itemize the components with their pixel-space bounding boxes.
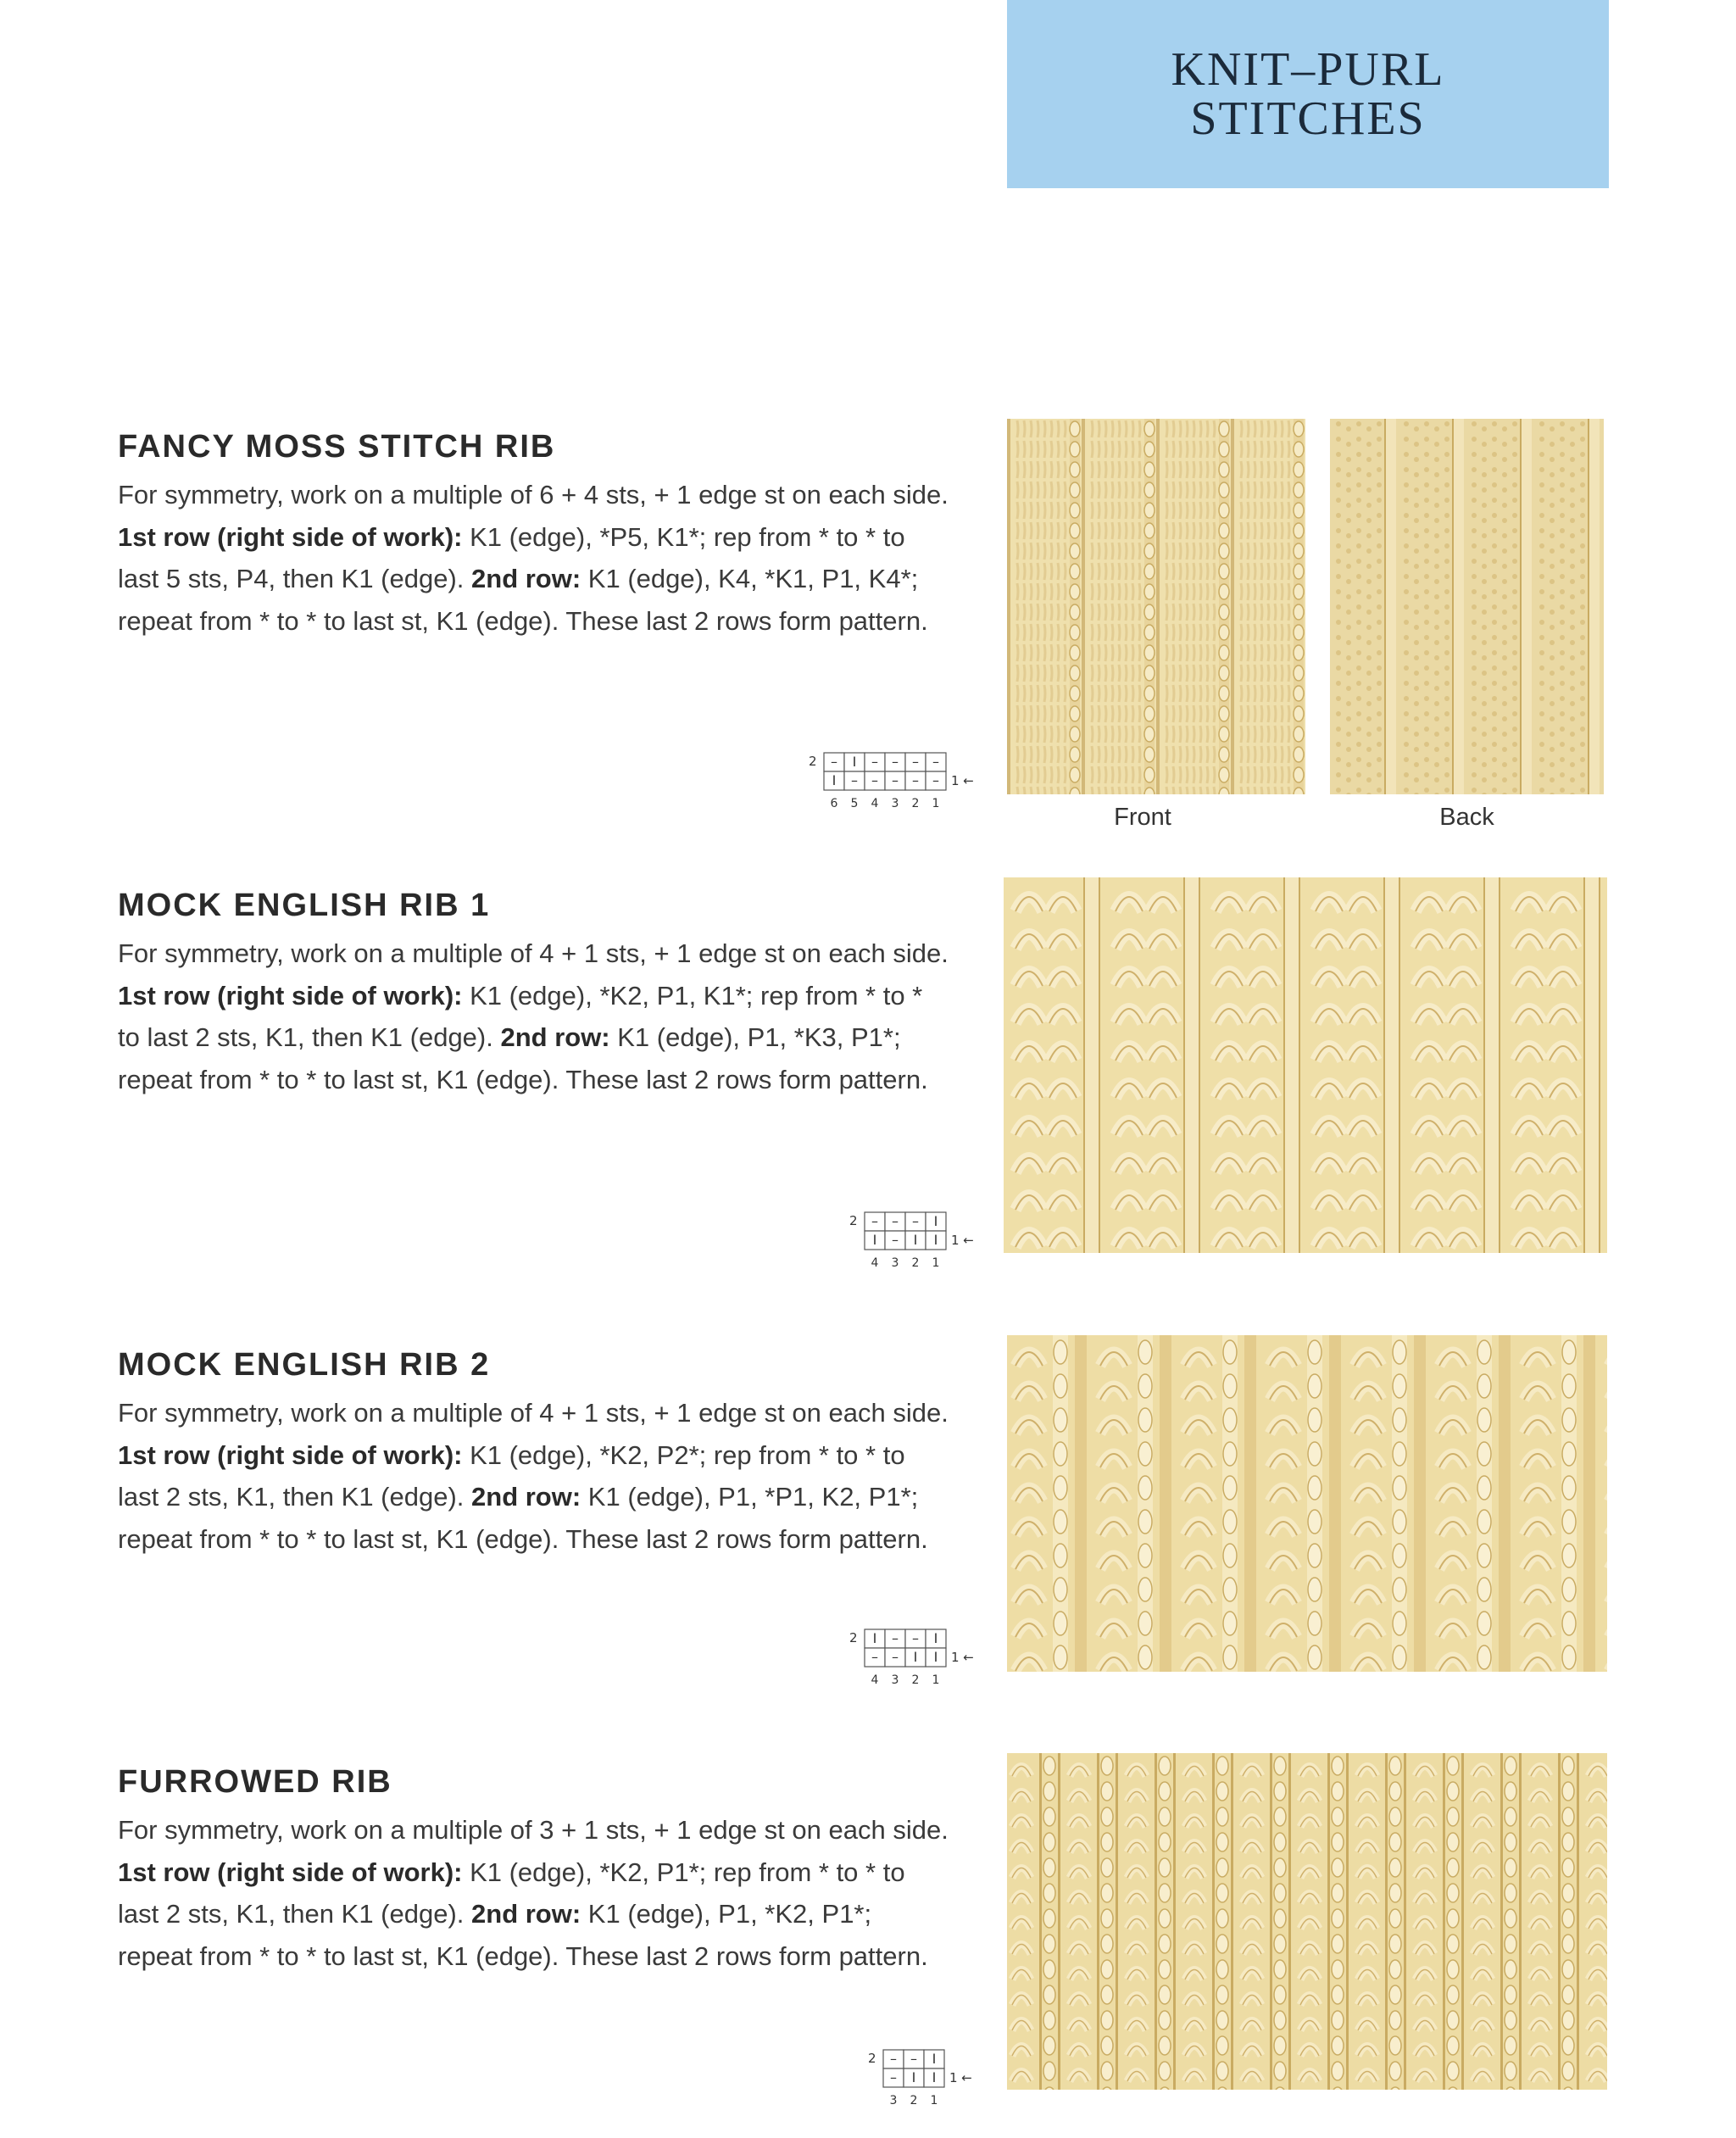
- chart-col-label: 3: [891, 797, 899, 810]
- chart-symbol: –: [871, 1213, 878, 1229]
- stitch-instructions: For symmetry, work on a multiple of 6 + 4 sts, + 1 edge st on each side. 1st row (right side of work): K1 (edge), *P5, K1*; rep from * to * to last 5 sts, P4, then K1 (edge). 2nd row: K1 (edge), K4, *K1, P1, K4*; repeat from * to * to last st, K1 (edge). These last 2 rows form pattern.: [118, 480, 949, 636]
- chart-row-label: 1 ←: [951, 1650, 974, 1665]
- chart-symbol: I: [913, 1649, 918, 1665]
- chart-symbol: –: [871, 1649, 878, 1665]
- chart-col-label: 4: [871, 1673, 879, 1687]
- chart-col-label: 2: [911, 1256, 920, 1270]
- stitch-entry-mock-english-2: [118, 1347, 949, 1560]
- knit-texture-back: [1330, 419, 1604, 794]
- chart-col-label: 4: [871, 1256, 879, 1270]
- chart-symbol: –: [912, 1630, 919, 1646]
- chart-symbol: I: [913, 1232, 918, 1248]
- chart-symbol: –: [912, 772, 919, 788]
- chart-symbol: I: [932, 2069, 937, 2085]
- chart-row-label: 2: [849, 1213, 858, 1228]
- chart-symbol: I: [911, 2069, 916, 2085]
- chart-col-label: 3: [891, 1256, 899, 1270]
- chart-symbol: –: [892, 1213, 899, 1229]
- chart-symbol: –: [892, 1232, 899, 1248]
- chart-symbol: –: [890, 2051, 897, 2067]
- chart-symbol: I: [852, 754, 857, 770]
- stitch-instructions: For symmetry, work on a multiple of 3 + 1 sts, + 1 edge st on each side. 1st row (right side of work): K1 (edge), *K2, P1*; rep from * to * to last 2 sts, K1, then K1 (edge). 2nd row: K1 (edge), P1, *K2, P1*; repeat from * to * to last st, K1 (edge). These last 2 rows form pattern.: [118, 1815, 949, 1971]
- chart-col-label: 2: [910, 2094, 918, 2107]
- swatch-photo-furrowed-rib: [1007, 1753, 1607, 2090]
- chart-symbol: –: [892, 772, 899, 788]
- chart-symbol: –: [851, 772, 858, 788]
- chart-col-label: 6: [830, 797, 838, 810]
- swatch-photo-mock-english-1: [1004, 877, 1607, 1253]
- chart-symbol: –: [871, 772, 878, 788]
- chart-symbol: –: [831, 754, 837, 770]
- chart-symbol: I: [832, 772, 837, 788]
- stitch-entry-fancy-moss: [118, 429, 949, 642]
- chart-symbol: –: [912, 754, 919, 770]
- stitch-chart-fancy-moss: [805, 751, 992, 819]
- chart-col-label: 1: [932, 1673, 940, 1687]
- chart-col-label: 1: [932, 1256, 940, 1270]
- chart-symbol: I: [933, 1630, 938, 1646]
- chart-col-label: 1: [930, 2094, 938, 2107]
- chart-symbol: –: [892, 1630, 899, 1646]
- stitch-title: MOCK ENGLISH RIB 2: [118, 1347, 491, 1383]
- chart-col-label: 3: [889, 2094, 898, 2107]
- stitch-instructions: For symmetry, work on a multiple of 4 + 1 sts, + 1 edge st on each side. 1st row (right side of work): K1 (edge), *K2, P2*; rep from * to * to last 2 sts, K1, then K1 (edge). 2nd row: K1 (edge), P1, *P1, K2, P1*; repeat from * to * to last st, K1 (edge). These last 2 rows form pattern.: [118, 1398, 949, 1554]
- stitch-chart-mock-english-2: [846, 1628, 999, 1695]
- chart-symbol: I: [872, 1630, 877, 1646]
- stitch-chart-mock-english-1: [846, 1211, 999, 1278]
- chart-symbol: –: [932, 772, 939, 788]
- chart-symbol: –: [910, 2051, 917, 2067]
- chart-symbol: –: [892, 754, 899, 770]
- stitch-instructions: For symmetry, work on a multiple of 4 + 1 sts, + 1 edge st on each side. 1st row (right side of work): K1 (edge), *K2, P1, K1*; rep from * to * to last 2 sts, K1, then K1 (edge). 2nd row: K1 (edge), P1, *K3, P1*; repeat from * to * to last st, K1 (edge). These last 2 rows form pattern.: [118, 938, 949, 1094]
- knit-texture-front: [1007, 419, 1305, 794]
- banner-line-1: KNIT–PURL: [1171, 43, 1445, 96]
- chart-symbol: I: [933, 1232, 938, 1248]
- chart-col-label: 2: [911, 1673, 920, 1687]
- chart-col-label: 2: [911, 797, 920, 810]
- chart-row-label: 1 ←: [949, 2070, 972, 2085]
- section-banner: [1007, 0, 1609, 188]
- chart-col-label: 3: [891, 1673, 899, 1687]
- chart-row-label: 2: [849, 1630, 858, 1645]
- chart-symbol: I: [933, 1213, 938, 1229]
- stitch-chart-furrowed-rib: [865, 2048, 1000, 2116]
- chart-symbol: –: [890, 2069, 897, 2085]
- stitch-entry-furrowed-rib: [118, 1764, 949, 1977]
- chart-symbol: –: [912, 1213, 919, 1229]
- caption-front: Front: [1114, 804, 1171, 831]
- chart-row-label: 2: [809, 754, 817, 769]
- knit-texture: [1007, 1753, 1607, 2090]
- chart-symbol: –: [892, 1649, 899, 1665]
- swatch-photo-mock-english-2: [1007, 1335, 1607, 1672]
- chart-symbol: I: [932, 2051, 937, 2067]
- stitch-title: MOCK ENGLISH RIB 1: [118, 888, 491, 923]
- chart-col-label: 4: [871, 797, 879, 810]
- banner-line-2: STITCHES: [1190, 92, 1426, 145]
- chart-col-label: 5: [850, 797, 859, 810]
- swatch-photo-back: [1330, 419, 1604, 794]
- chart-col-label: 1: [932, 797, 940, 810]
- chart-symbol: I: [933, 1649, 938, 1665]
- chart-symbol: –: [871, 754, 878, 770]
- chart-row-label: 1 ←: [951, 773, 974, 788]
- stitch-title: FURROWED RIB: [118, 1764, 392, 1800]
- knit-texture: [1007, 1335, 1607, 1672]
- chart-row-label: 1 ←: [951, 1233, 974, 1248]
- chart-symbol: –: [932, 754, 939, 770]
- caption-back: Back: [1439, 804, 1494, 831]
- stitch-entry-mock-english-1: [118, 888, 949, 1100]
- chart-symbol: I: [872, 1232, 877, 1248]
- swatch-photo-front: [1007, 419, 1305, 794]
- stitch-title: FANCY MOSS STITCH RIB: [118, 429, 556, 465]
- knit-texture: [1004, 877, 1607, 1253]
- chart-row-label: 2: [868, 2051, 876, 2066]
